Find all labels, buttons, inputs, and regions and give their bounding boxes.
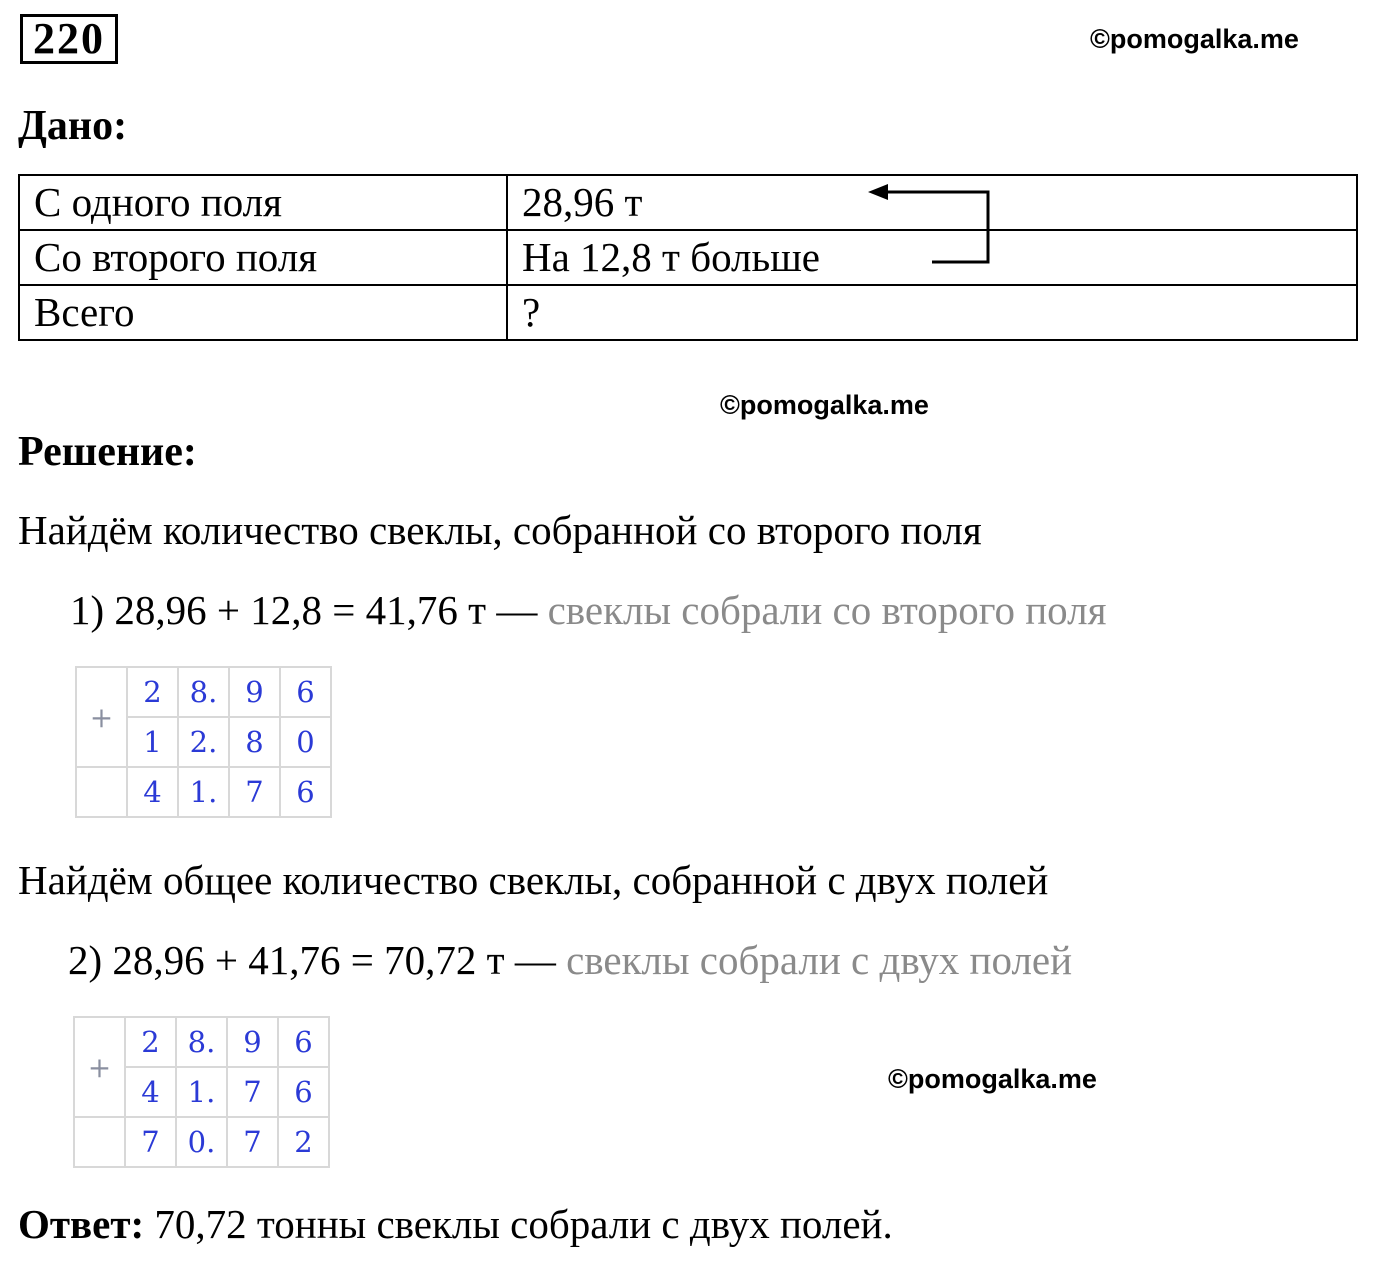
digit: 1. <box>178 767 229 817</box>
digit: 9 <box>227 1017 278 1067</box>
step1-expression: 1) 28,96 + 12,8 = 41,76 т — <box>70 587 538 633</box>
given-row <box>19 230 1357 285</box>
given-value: На 12,8 т больше <box>507 230 1357 285</box>
digit: 6 <box>280 667 331 717</box>
plus-icon: + <box>76 667 127 767</box>
relation-arrow-icon <box>860 178 1000 270</box>
plus-icon: + <box>74 1017 125 1117</box>
column-addition-2 <box>73 1016 330 1168</box>
answer <box>18 1200 893 1248</box>
digit: 8. <box>178 667 229 717</box>
digit: 7 <box>227 1117 278 1167</box>
digit: 6 <box>278 1067 329 1117</box>
watermark-middle: ©pomogalka.me <box>720 390 929 420</box>
step2-line <box>68 936 1072 984</box>
digit: 7 <box>229 767 280 817</box>
problem-number: 220 <box>20 14 118 64</box>
digit: 2 <box>278 1117 329 1167</box>
digit: 2 <box>125 1017 176 1067</box>
column-addition-1 <box>75 666 332 818</box>
digit: 2. <box>178 717 229 767</box>
step1-note: свеклы собрали со второго поля <box>547 587 1107 633</box>
digit: 1. <box>176 1067 227 1117</box>
step2-intro: Найдём общее количество свеклы, собранной с двух полей <box>18 857 1049 903</box>
given-row <box>19 285 1357 340</box>
digit: 8 <box>229 717 280 767</box>
digit: 0 <box>280 717 331 767</box>
empty-cell <box>76 767 127 817</box>
answer-label: Ответ: <box>18 1201 145 1247</box>
digit: 6 <box>278 1017 329 1067</box>
step2-note: свеклы собрали с двух полей <box>566 937 1073 983</box>
given-heading: Дано: <box>18 103 128 149</box>
answer-text: 70,72 тонны свеклы собрали с двух полей. <box>154 1201 893 1247</box>
digit: 4 <box>125 1067 176 1117</box>
given-label: Со второго поля <box>19 230 507 285</box>
solution-heading: Решение: <box>18 429 197 475</box>
digit: 1 <box>127 717 178 767</box>
given-table <box>18 174 1358 341</box>
step1-line <box>70 586 1106 634</box>
watermark-top: ©pomogalka.me <box>1090 24 1299 54</box>
digit: 8. <box>176 1017 227 1067</box>
digit: 6 <box>280 767 331 817</box>
digit: 9 <box>229 667 280 717</box>
given-label: С одного поля <box>19 175 507 230</box>
step2-expression: 2) 28,96 + 41,76 = 70,72 т — <box>68 937 556 983</box>
given-value: 28,96 т <box>507 175 1357 230</box>
given-row <box>19 175 1357 230</box>
digit: 2 <box>127 667 178 717</box>
digit: 7 <box>125 1117 176 1167</box>
step1-intro: Найдём количество свеклы, собранной со второго поля <box>18 507 982 553</box>
digit: 4 <box>127 767 178 817</box>
watermark-bottom: ©pomogalka.me <box>888 1064 1097 1094</box>
digit: 0. <box>176 1117 227 1167</box>
digit: 7 <box>227 1067 278 1117</box>
empty-cell <box>74 1117 125 1167</box>
given-value: ? <box>507 285 1357 340</box>
given-label: Всего <box>19 285 507 340</box>
